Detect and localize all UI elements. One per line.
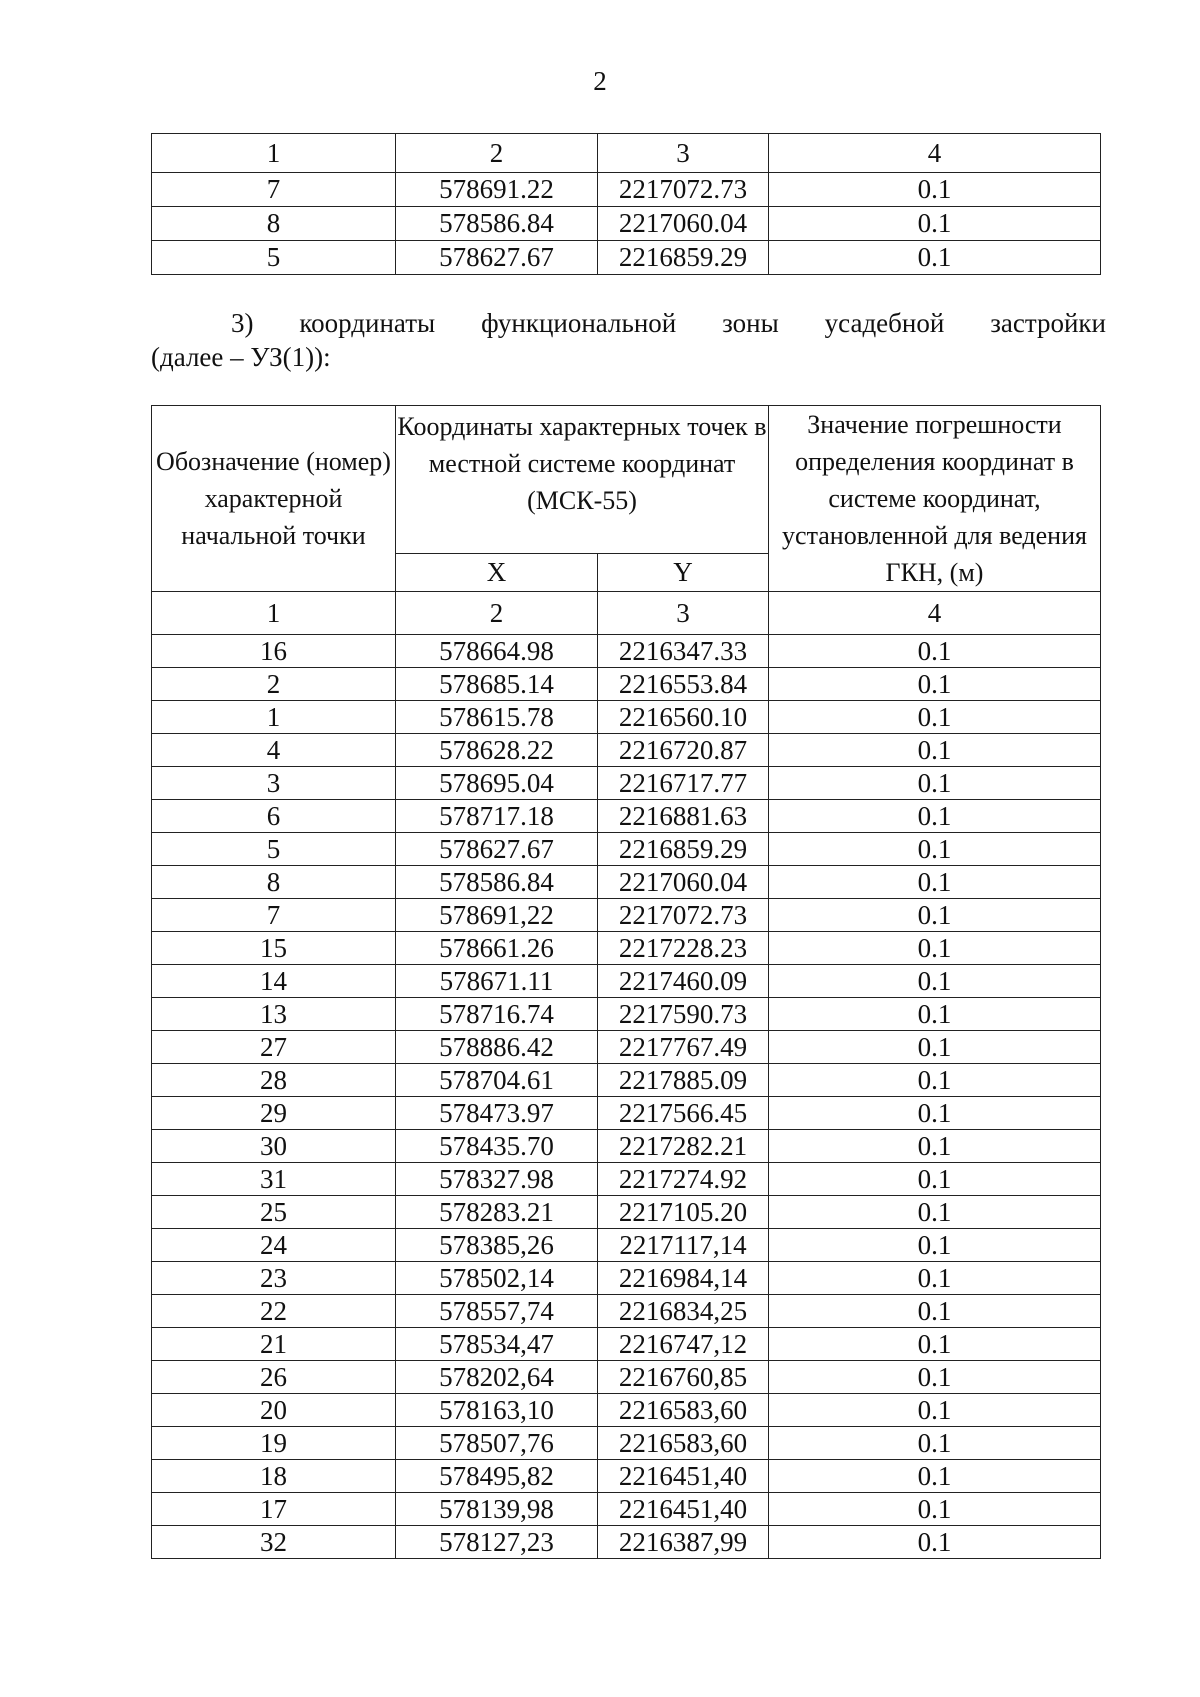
error-value: 0.1: [769, 173, 1101, 207]
point-number: 22: [152, 1295, 396, 1328]
y-coordinate: 2216560.10: [598, 701, 769, 734]
section-intro-line1: 3) координаты функциональной зоны усадебной застройки: [231, 308, 1106, 338]
table-row: [152, 701, 1101, 734]
y-coordinate: 2216583,60: [598, 1427, 769, 1460]
table-row: [152, 207, 1101, 241]
table-row: [152, 1097, 1101, 1130]
table-row: [152, 734, 1101, 767]
table-row: [152, 767, 1101, 800]
error-value: 0.1: [769, 635, 1101, 668]
x-coordinate: 578507,76: [396, 1427, 598, 1460]
table-row: [152, 1526, 1101, 1559]
x-coordinate: 578685.14: [396, 668, 598, 701]
error-value: 0.1: [769, 241, 1101, 275]
table-row: [152, 1130, 1101, 1163]
x-coordinate: 578586.84: [396, 207, 598, 241]
table-row: [152, 1493, 1101, 1526]
error-value: 0.1: [769, 1394, 1101, 1427]
y-coordinate: 2217105.20: [598, 1196, 769, 1229]
y-coordinate: 2217767.49: [598, 1031, 769, 1064]
y-coordinate: 2217228.23: [598, 932, 769, 965]
y-coordinate: 2217072.73: [598, 173, 769, 207]
x-coordinate: 578502,14: [396, 1262, 598, 1295]
error-value: 0.1: [769, 701, 1101, 734]
coordinates-table-continued: [151, 133, 1101, 275]
y-coordinate: 2217117,14: [598, 1229, 769, 1262]
x-coordinate: 578557,74: [396, 1295, 598, 1328]
y-coordinate: 2216553.84: [598, 668, 769, 701]
point-number: 15: [152, 932, 396, 965]
point-number: 29: [152, 1097, 396, 1130]
header-coordinates: Координаты характерных точек в местной системе координат (МСК-55): [396, 406, 769, 554]
section-intro: [151, 306, 1106, 374]
point-number: 14: [152, 965, 396, 998]
point-number: 7: [152, 173, 396, 207]
table-row: [152, 668, 1101, 701]
error-value: 0.1: [769, 1460, 1101, 1493]
table-row: [152, 866, 1101, 899]
y-coordinate: 2216451,40: [598, 1493, 769, 1526]
error-value: 0.1: [769, 1163, 1101, 1196]
table-row: [152, 1361, 1101, 1394]
x-coordinate: 578671.11: [396, 965, 598, 998]
point-number: 5: [152, 833, 396, 866]
error-value: 0.1: [769, 899, 1101, 932]
error-value: 0.1: [769, 1295, 1101, 1328]
y-coordinate: 2217072.73: [598, 899, 769, 932]
point-number: 21: [152, 1328, 396, 1361]
point-number: 30: [152, 1130, 396, 1163]
error-value: 0.1: [769, 207, 1101, 241]
header-y: Y: [598, 554, 769, 592]
error-value: 0.1: [769, 1130, 1101, 1163]
y-coordinate: 2217274.92: [598, 1163, 769, 1196]
page-number: 2: [593, 66, 607, 96]
table-row: [152, 1064, 1101, 1097]
y-coordinate: 2217460.09: [598, 965, 769, 998]
error-value: 0.1: [769, 998, 1101, 1031]
y-coordinate: 2216760,85: [598, 1361, 769, 1394]
y-coordinate: 2216834,25: [598, 1295, 769, 1328]
x-coordinate: 578473.97: [396, 1097, 598, 1130]
point-number: 16: [152, 635, 396, 668]
column-number: 2: [396, 592, 598, 635]
table-row: [152, 899, 1101, 932]
x-coordinate: 578886.42: [396, 1031, 598, 1064]
table-row: [152, 1328, 1101, 1361]
x-coordinate: 578435.70: [396, 1130, 598, 1163]
error-value: 0.1: [769, 734, 1101, 767]
column-number: 3: [598, 592, 769, 635]
error-value: 0.1: [769, 1262, 1101, 1295]
point-number: 18: [152, 1460, 396, 1493]
x-coordinate: 578283.21: [396, 1196, 598, 1229]
column-number: 4: [769, 134, 1101, 173]
error-value: 0.1: [769, 800, 1101, 833]
x-coordinate: 578691,22: [396, 899, 598, 932]
table-row: [152, 800, 1101, 833]
x-coordinate: 578664.98: [396, 635, 598, 668]
table-row: [152, 1460, 1101, 1493]
x-coordinate: 578704.61: [396, 1064, 598, 1097]
point-number: 20: [152, 1394, 396, 1427]
point-number: 2: [152, 668, 396, 701]
y-coordinate: 2217282.21: [598, 1130, 769, 1163]
error-value: 0.1: [769, 668, 1101, 701]
error-value: 0.1: [769, 1196, 1101, 1229]
x-coordinate: 578717.18: [396, 800, 598, 833]
header-point-designation: Обозначение (номер) характерной начальной точки: [152, 406, 396, 592]
table-row: [152, 1031, 1101, 1064]
point-number: 19: [152, 1427, 396, 1460]
error-value: 0.1: [769, 866, 1101, 899]
y-coordinate: 2216984,14: [598, 1262, 769, 1295]
x-coordinate: 578202,64: [396, 1361, 598, 1394]
table-row: [152, 965, 1101, 998]
section-intro-line2: (далее – УЗ(1)):: [151, 342, 331, 372]
error-value: 0.1: [769, 1064, 1101, 1097]
x-coordinate: 578495,82: [396, 1460, 598, 1493]
y-coordinate: 2217060.04: [598, 866, 769, 899]
x-coordinate: 578691.22: [396, 173, 598, 207]
point-number: 3: [152, 767, 396, 800]
point-number: 26: [152, 1361, 396, 1394]
x-coordinate: 578695.04: [396, 767, 598, 800]
x-coordinate: 578163,10: [396, 1394, 598, 1427]
y-coordinate: 2216451,40: [598, 1460, 769, 1493]
error-value: 0.1: [769, 1361, 1101, 1394]
y-coordinate: 2216347.33: [598, 635, 769, 668]
error-value: 0.1: [769, 932, 1101, 965]
table-row: [152, 998, 1101, 1031]
x-coordinate: 578615.78: [396, 701, 598, 734]
x-coordinate: 578661.26: [396, 932, 598, 965]
error-value: 0.1: [769, 1229, 1101, 1262]
table-row: [152, 173, 1101, 207]
point-number: 25: [152, 1196, 396, 1229]
table-row: [152, 1229, 1101, 1262]
point-number: 5: [152, 241, 396, 275]
x-coordinate: 578716.74: [396, 998, 598, 1031]
point-number: 24: [152, 1229, 396, 1262]
y-coordinate: 2216881.63: [598, 800, 769, 833]
error-value: 0.1: [769, 1427, 1101, 1460]
table-row: [152, 635, 1101, 668]
point-number: 17: [152, 1493, 396, 1526]
table-row: [152, 241, 1101, 275]
point-number: 32: [152, 1526, 396, 1559]
error-value: 0.1: [769, 767, 1101, 800]
x-coordinate: 578586.84: [396, 866, 598, 899]
y-coordinate: 2217060.04: [598, 207, 769, 241]
column-number-row: [152, 592, 1101, 635]
point-number: 8: [152, 866, 396, 899]
table-row: [152, 1262, 1101, 1295]
point-number: 13: [152, 998, 396, 1031]
error-value: 0.1: [769, 1328, 1101, 1361]
x-coordinate: 578628.22: [396, 734, 598, 767]
x-coordinate: 578327.98: [396, 1163, 598, 1196]
table-row: [152, 1196, 1101, 1229]
y-coordinate: 2216747,12: [598, 1328, 769, 1361]
error-value: 0.1: [769, 965, 1101, 998]
table-row: [152, 1163, 1101, 1196]
column-number: 3: [598, 134, 769, 173]
x-coordinate: 578139,98: [396, 1493, 598, 1526]
y-coordinate: 2216720.87: [598, 734, 769, 767]
y-coordinate: 2216717.77: [598, 767, 769, 800]
column-number: 2: [396, 134, 598, 173]
x-coordinate: 578385,26: [396, 1229, 598, 1262]
table-row: [152, 1394, 1101, 1427]
table-row: [152, 1427, 1101, 1460]
table-row: [152, 1295, 1101, 1328]
point-number: 4: [152, 734, 396, 767]
point-number: 27: [152, 1031, 396, 1064]
error-value: 0.1: [769, 1031, 1101, 1064]
column-number: 1: [152, 592, 396, 635]
y-coordinate: 2216387,99: [598, 1526, 769, 1559]
point-number: 8: [152, 207, 396, 241]
y-coordinate: 2216859.29: [598, 241, 769, 275]
uz1-coordinates-table: [151, 405, 1101, 1559]
point-number: 23: [152, 1262, 396, 1295]
x-coordinate: 578627.67: [396, 833, 598, 866]
column-number: 4: [769, 592, 1101, 635]
error-value: 0.1: [769, 833, 1101, 866]
point-number: 6: [152, 800, 396, 833]
x-coordinate: 578534,47: [396, 1328, 598, 1361]
y-coordinate: 2216859.29: [598, 833, 769, 866]
x-coordinate: 578127,23: [396, 1526, 598, 1559]
column-number: 1: [152, 134, 396, 173]
point-number: 31: [152, 1163, 396, 1196]
header-x: X: [396, 554, 598, 592]
error-value: 0.1: [769, 1097, 1101, 1130]
table-row: [152, 932, 1101, 965]
y-coordinate: 2217566.45: [598, 1097, 769, 1130]
x-coordinate: 578627.67: [396, 241, 598, 275]
point-number: 1: [152, 701, 396, 734]
point-number: 28: [152, 1064, 396, 1097]
column-number-row: [152, 134, 1101, 173]
y-coordinate: 2217590.73: [598, 998, 769, 1031]
error-value: 0.1: [769, 1526, 1101, 1559]
table-row: [152, 833, 1101, 866]
point-number: 7: [152, 899, 396, 932]
error-value: 0.1: [769, 1493, 1101, 1526]
y-coordinate: 2217885.09: [598, 1064, 769, 1097]
y-coordinate: 2216583,60: [598, 1394, 769, 1427]
header-error-value: Значение погрешности определения координат в системе координат, установленной для ведения ГКН, (м): [769, 406, 1101, 592]
